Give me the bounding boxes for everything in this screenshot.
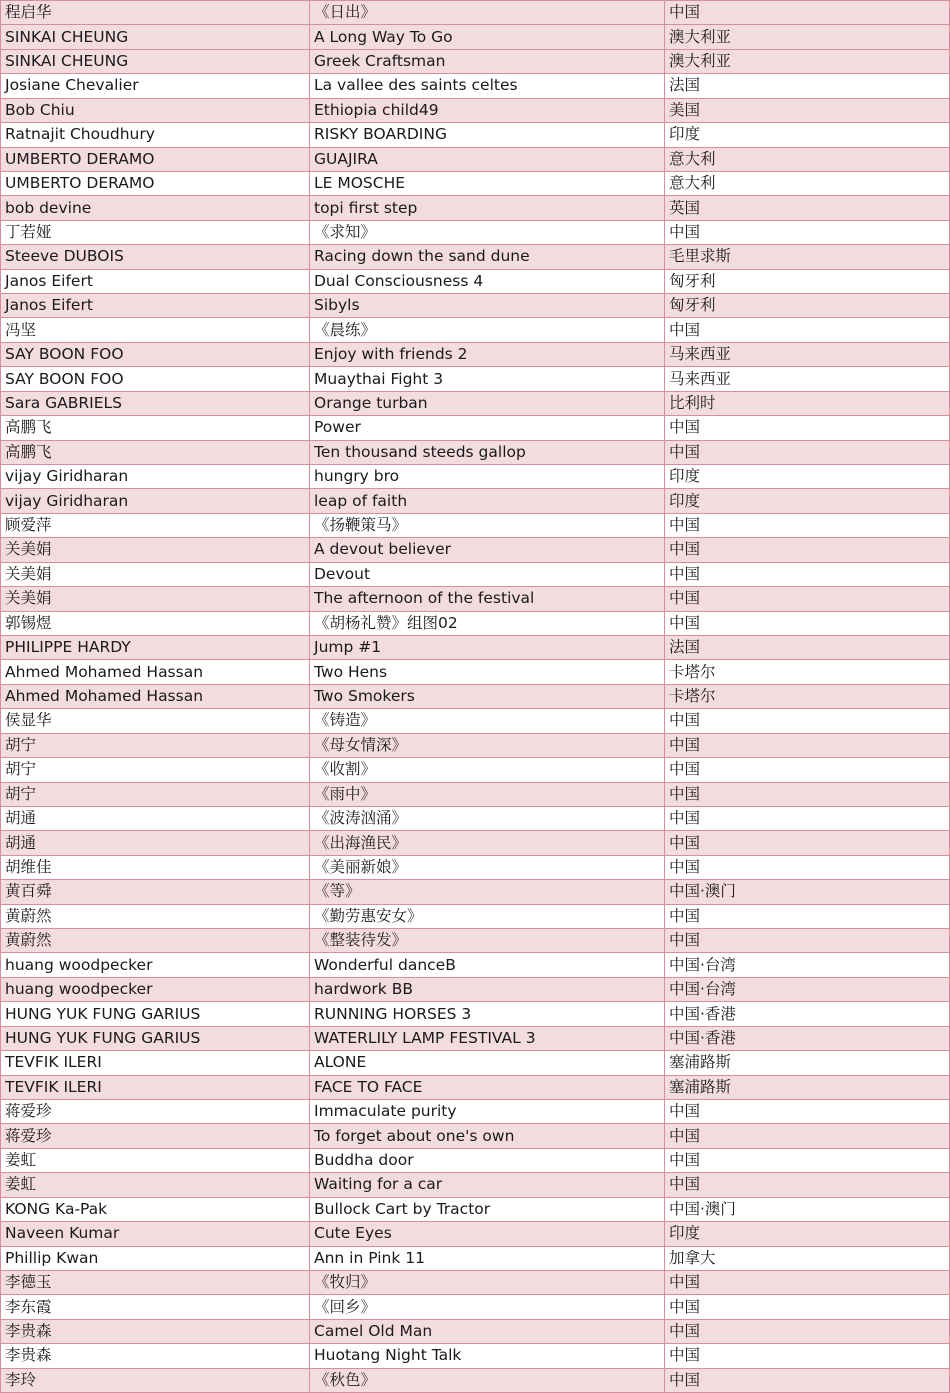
table-row — [1, 904, 950, 928]
cell-country: 中国 — [665, 1099, 950, 1123]
cell-title: 《回乡》 — [310, 1295, 665, 1319]
table-row — [1, 660, 950, 684]
table-row — [1, 49, 950, 73]
cell-photographer: 姜虹 — [1, 1148, 310, 1172]
cell-photographer: 蒋爱珍 — [1, 1099, 310, 1123]
cell-photographer: TEVFIK ILERI — [1, 1075, 310, 1099]
table-row — [1, 880, 950, 904]
cell-title: RUNNING HORSES 3 — [310, 1002, 665, 1026]
table-row — [1, 465, 950, 489]
cell-country: 匈牙利 — [665, 294, 950, 318]
cell-country: 塞浦路斯 — [665, 1075, 950, 1099]
cell-photographer: 蒋爱珍 — [1, 1124, 310, 1148]
cell-country: 澳大利亚 — [665, 49, 950, 73]
cell-country: 中国·香港 — [665, 1002, 950, 1026]
table-row — [1, 1197, 950, 1221]
cell-title: Waiting for a car — [310, 1173, 665, 1197]
cell-title: Cute Eyes — [310, 1222, 665, 1246]
cell-country: 印度 — [665, 123, 950, 147]
cell-photographer: vijay Giridharan — [1, 465, 310, 489]
table-row — [1, 758, 950, 782]
cell-country: 中国 — [665, 1, 950, 25]
cell-photographer: TEVFIK ILERI — [1, 1051, 310, 1075]
cell-photographer: 关美娟 — [1, 587, 310, 611]
cell-photographer: Sara GABRIELS — [1, 391, 310, 415]
cell-country: 中国 — [665, 513, 950, 537]
cell-photographer: 丁若娅 — [1, 220, 310, 244]
cell-title: Ann in Pink 11 — [310, 1246, 665, 1270]
table-row — [1, 1344, 950, 1368]
cell-photographer: 关美娟 — [1, 562, 310, 586]
cell-title: 《日出》 — [310, 1, 665, 25]
cell-photographer: 胡宁 — [1, 733, 310, 757]
cell-photographer: 李玲 — [1, 1368, 310, 1392]
cell-country: 美国 — [665, 98, 950, 122]
cell-title: 《牧归》 — [310, 1270, 665, 1294]
cell-country: 中国·台湾 — [665, 953, 950, 977]
table-row — [1, 562, 950, 586]
cell-country: 毛里求斯 — [665, 245, 950, 269]
cell-country: 比利时 — [665, 391, 950, 415]
cell-title: Devout — [310, 562, 665, 586]
table-row — [1, 391, 950, 415]
cell-country: 中国 — [665, 1319, 950, 1343]
cell-photographer: 黄蔚然 — [1, 904, 310, 928]
cell-title: RISKY BOARDING — [310, 123, 665, 147]
table-row — [1, 416, 950, 440]
cell-title: 《勤劳惠安女》 — [310, 904, 665, 928]
table-row — [1, 1, 950, 25]
cell-photographer: huang woodpecker — [1, 953, 310, 977]
cell-photographer: Josiane Chevalier — [1, 74, 310, 98]
cell-photographer: Bob Chiu — [1, 98, 310, 122]
cell-country: 澳大利亚 — [665, 25, 950, 49]
table-row — [1, 440, 950, 464]
cell-country: 法国 — [665, 635, 950, 659]
cell-title: Ethiopia child49 — [310, 98, 665, 122]
table-row — [1, 1368, 950, 1392]
cell-photographer: 李德玉 — [1, 1270, 310, 1294]
table-row — [1, 684, 950, 708]
cell-title: Ten thousand steeds gallop — [310, 440, 665, 464]
table-row — [1, 1148, 950, 1172]
cell-photographer: UMBERTO DERAMO — [1, 171, 310, 195]
table-row — [1, 953, 950, 977]
cell-country: 中国 — [665, 831, 950, 855]
cell-photographer: UMBERTO DERAMO — [1, 147, 310, 171]
cell-photographer: 冯坚 — [1, 318, 310, 342]
cell-country: 意大利 — [665, 147, 950, 171]
table-row — [1, 367, 950, 391]
cell-title: Jump #1 — [310, 635, 665, 659]
cell-country: 卡塔尔 — [665, 660, 950, 684]
cell-photographer: 李贵森 — [1, 1319, 310, 1343]
cell-photographer: HUNG YUK FUNG GARIUS — [1, 1026, 310, 1050]
cell-photographer: 黄百舜 — [1, 880, 310, 904]
table-row — [1, 318, 950, 342]
table-row — [1, 929, 950, 953]
cell-photographer: KONG Ka-Pak — [1, 1197, 310, 1221]
cell-photographer: 黄蔚然 — [1, 929, 310, 953]
table-row — [1, 1051, 950, 1075]
cell-country: 中国 — [665, 1368, 950, 1392]
cell-photographer: 郭锡煜 — [1, 611, 310, 635]
cell-country: 中国 — [665, 1270, 950, 1294]
table-row — [1, 123, 950, 147]
cell-country: 中国·澳门 — [665, 880, 950, 904]
cell-photographer: Steeve DUBOIS — [1, 245, 310, 269]
table-row — [1, 1319, 950, 1343]
cell-country: 中国 — [665, 416, 950, 440]
cell-country: 中国 — [665, 904, 950, 928]
cell-country: 中国 — [665, 318, 950, 342]
cell-photographer: PHILIPPE HARDY — [1, 635, 310, 659]
cell-title: WATERLILY LAMP FESTIVAL 3 — [310, 1026, 665, 1050]
cell-title: Immaculate purity — [310, 1099, 665, 1123]
cell-title: 《晨练》 — [310, 318, 665, 342]
cell-photographer: 李东霞 — [1, 1295, 310, 1319]
cell-title: Racing down the sand dune — [310, 245, 665, 269]
table-row — [1, 782, 950, 806]
cell-title: Camel Old Man — [310, 1319, 665, 1343]
table-row — [1, 538, 950, 562]
table-row — [1, 1222, 950, 1246]
cell-country: 印度 — [665, 489, 950, 513]
cell-photographer: 侯显华 — [1, 709, 310, 733]
cell-photographer: 胡维佳 — [1, 855, 310, 879]
cell-title: topi first step — [310, 196, 665, 220]
cell-country: 马来西亚 — [665, 342, 950, 366]
cell-country: 中国 — [665, 1124, 950, 1148]
cell-title: 《胡杨礼赞》组图02 — [310, 611, 665, 635]
table-row — [1, 220, 950, 244]
cell-country: 印度 — [665, 1222, 950, 1246]
cell-title: 《扬鞭策马》 — [310, 513, 665, 537]
cell-title: Sibyls — [310, 294, 665, 318]
cell-title: 《等》 — [310, 880, 665, 904]
cell-photographer: HUNG YUK FUNG GARIUS — [1, 1002, 310, 1026]
cell-title: La vallee des saints celtes — [310, 74, 665, 98]
table-row — [1, 196, 950, 220]
cell-title: Greek Craftsman — [310, 49, 665, 73]
cell-title: 《秋色》 — [310, 1368, 665, 1392]
cell-title: Wonderful danceB — [310, 953, 665, 977]
cell-country: 中国 — [665, 1295, 950, 1319]
table-row — [1, 1295, 950, 1319]
cell-country: 塞浦路斯 — [665, 1051, 950, 1075]
cell-photographer: 胡宁 — [1, 758, 310, 782]
table-row — [1, 489, 950, 513]
cell-title: 《求知》 — [310, 220, 665, 244]
table-row — [1, 611, 950, 635]
table-row — [1, 855, 950, 879]
table-row — [1, 587, 950, 611]
cell-photographer: 李贵森 — [1, 1344, 310, 1368]
cell-title: hardwork BB — [310, 977, 665, 1001]
cell-photographer: 胡通 — [1, 806, 310, 830]
table-row — [1, 269, 950, 293]
cell-photographer: Ratnajit Choudhury — [1, 123, 310, 147]
cell-country: 中国 — [665, 733, 950, 757]
table-row — [1, 74, 950, 98]
table-row — [1, 1075, 950, 1099]
cell-title: 《整装待发》 — [310, 929, 665, 953]
table-row — [1, 733, 950, 757]
cell-country: 中国·澳门 — [665, 1197, 950, 1221]
cell-photographer: 胡宁 — [1, 782, 310, 806]
table-row — [1, 806, 950, 830]
cell-photographer: 程启华 — [1, 1, 310, 25]
cell-title: 《出海渔民》 — [310, 831, 665, 855]
table-row — [1, 635, 950, 659]
cell-title: Enjoy with friends 2 — [310, 342, 665, 366]
cell-title: Dual Consciousness 4 — [310, 269, 665, 293]
cell-title: Buddha door — [310, 1148, 665, 1172]
cell-country: 中国 — [665, 1173, 950, 1197]
cell-title: ALONE — [310, 1051, 665, 1075]
cell-photographer: 姜虹 — [1, 1173, 310, 1197]
cell-title: LE MOSCHE — [310, 171, 665, 195]
cell-photographer: Janos Eifert — [1, 294, 310, 318]
cell-country: 中国 — [665, 220, 950, 244]
cell-photographer: SINKAI CHEUNG — [1, 25, 310, 49]
cell-title: 《收割》 — [310, 758, 665, 782]
cell-photographer: Janos Eifert — [1, 269, 310, 293]
cell-title: GUAJIRA — [310, 147, 665, 171]
cell-title: Two Smokers — [310, 684, 665, 708]
cell-title: Bullock Cart by Tractor — [310, 1197, 665, 1221]
cell-title: Huotang Night Talk — [310, 1344, 665, 1368]
cell-photographer: 顾爱萍 — [1, 513, 310, 537]
cell-photographer: bob devine — [1, 196, 310, 220]
cell-country: 中国 — [665, 855, 950, 879]
table-row — [1, 977, 950, 1001]
cell-country: 法国 — [665, 74, 950, 98]
cell-country: 印度 — [665, 465, 950, 489]
cell-title: Two Hens — [310, 660, 665, 684]
cell-title: To forget about one's own — [310, 1124, 665, 1148]
cell-title: FACE TO FACE — [310, 1075, 665, 1099]
cell-title: The afternoon of the festival — [310, 587, 665, 611]
table-row — [1, 513, 950, 537]
cell-country: 匈牙利 — [665, 269, 950, 293]
cell-photographer: huang woodpecker — [1, 977, 310, 1001]
cell-photographer: SINKAI CHEUNG — [1, 49, 310, 73]
cell-title: A devout believer — [310, 538, 665, 562]
cell-photographer: 胡通 — [1, 831, 310, 855]
table-row — [1, 1099, 950, 1123]
table-row — [1, 709, 950, 733]
cell-title: Power — [310, 416, 665, 440]
cell-title: A Long Way To Go — [310, 25, 665, 49]
table-row — [1, 171, 950, 195]
cell-title: Orange turban — [310, 391, 665, 415]
cell-photographer: SAY BOON FOO — [1, 342, 310, 366]
table-row — [1, 831, 950, 855]
table-row — [1, 1246, 950, 1270]
cell-country: 中国 — [665, 806, 950, 830]
table-row — [1, 1002, 950, 1026]
cell-photographer: Ahmed Mohamed Hassan — [1, 684, 310, 708]
cell-country: 中国 — [665, 440, 950, 464]
cell-title: hungry bro — [310, 465, 665, 489]
cell-country: 加拿大 — [665, 1246, 950, 1270]
table-row — [1, 342, 950, 366]
cell-photographer: vijay Giridharan — [1, 489, 310, 513]
cell-title: 《波涛汹涌》 — [310, 806, 665, 830]
table-row — [1, 1270, 950, 1294]
table-row — [1, 147, 950, 171]
cell-country: 中国 — [665, 562, 950, 586]
cell-title: Muaythai Fight 3 — [310, 367, 665, 391]
cell-photographer: 高鹏飞 — [1, 416, 310, 440]
table-row — [1, 294, 950, 318]
cell-photographer: Naveen Kumar — [1, 1222, 310, 1246]
cell-country: 中国 — [665, 709, 950, 733]
cell-title: 《铸造》 — [310, 709, 665, 733]
cell-country: 中国 — [665, 1344, 950, 1368]
cell-title: 《母女情深》 — [310, 733, 665, 757]
cell-country: 中国 — [665, 782, 950, 806]
cell-country: 中国 — [665, 587, 950, 611]
cell-country: 马来西亚 — [665, 367, 950, 391]
table-row — [1, 1173, 950, 1197]
cell-photographer: 关美娟 — [1, 538, 310, 562]
table-row — [1, 1026, 950, 1050]
cell-country: 中国 — [665, 929, 950, 953]
cell-country: 中国 — [665, 538, 950, 562]
table-row — [1, 1124, 950, 1148]
cell-country: 中国·香港 — [665, 1026, 950, 1050]
cell-photographer: SAY BOON FOO — [1, 367, 310, 391]
cell-country: 中国 — [665, 758, 950, 782]
cell-country: 中国 — [665, 611, 950, 635]
cell-title: 《美丽新娘》 — [310, 855, 665, 879]
cell-country: 卡塔尔 — [665, 684, 950, 708]
table-row — [1, 98, 950, 122]
cell-title: leap of faith — [310, 489, 665, 513]
cell-photographer: Phillip Kwan — [1, 1246, 310, 1270]
entries-table-body — [1, 1, 950, 1393]
table-row — [1, 25, 950, 49]
cell-title: 《雨中》 — [310, 782, 665, 806]
cell-country: 中国 — [665, 1148, 950, 1172]
cell-country: 中国·台湾 — [665, 977, 950, 1001]
cell-country: 英国 — [665, 196, 950, 220]
table-row — [1, 245, 950, 269]
cell-country: 意大利 — [665, 171, 950, 195]
cell-photographer: 高鹏飞 — [1, 440, 310, 464]
cell-photographer: Ahmed Mohamed Hassan — [1, 660, 310, 684]
